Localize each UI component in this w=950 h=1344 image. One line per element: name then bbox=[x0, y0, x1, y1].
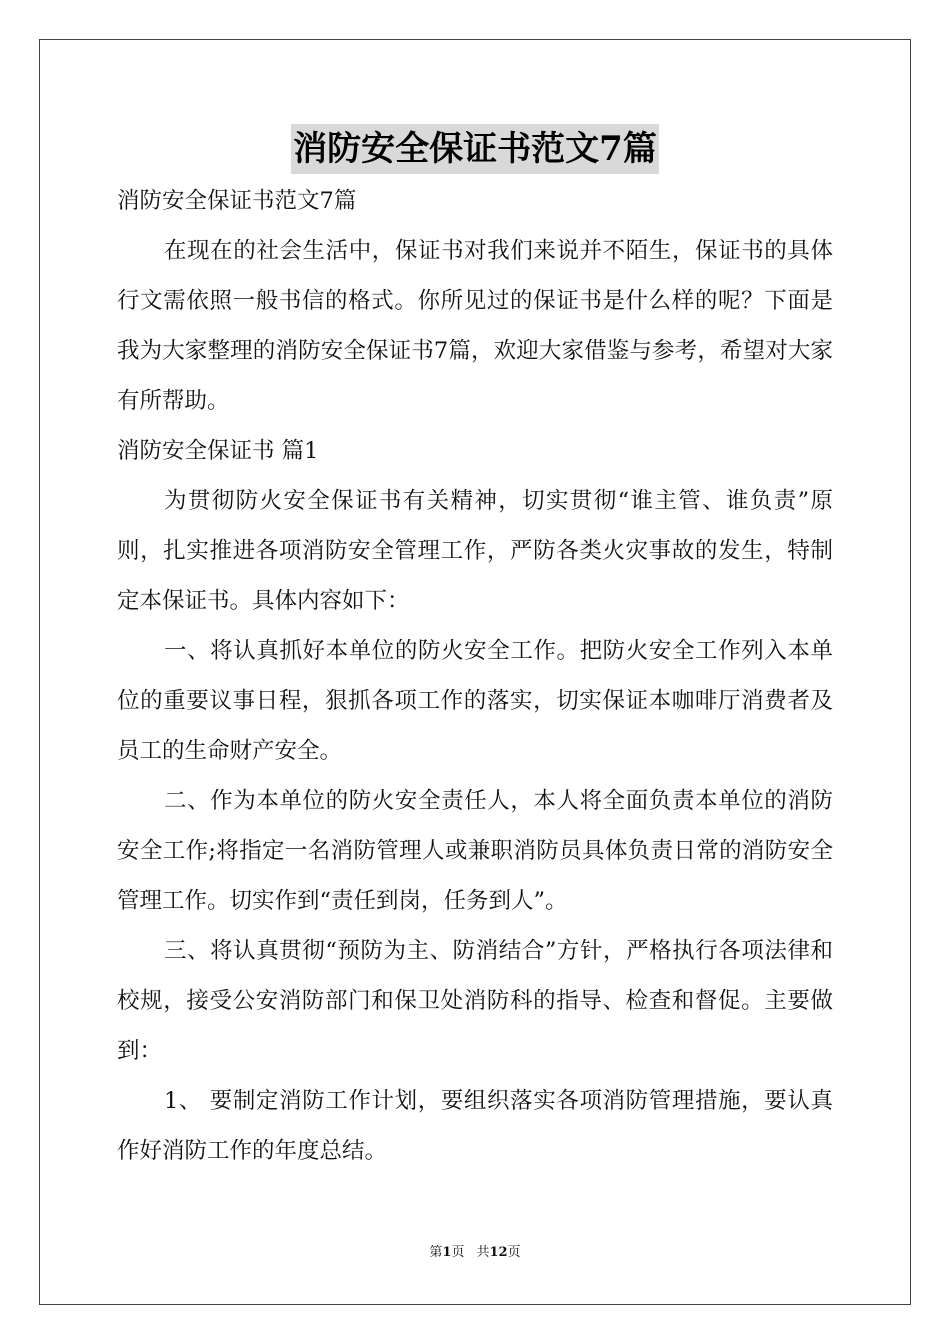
body-paragraph: 1、 要制定消防工作计划，要组织落实各项消防管理措施，要认真作好消防工作的年度总结。 bbox=[117, 1088, 833, 1164]
page-prefix: 第 bbox=[429, 1245, 443, 1260]
page-current: 1 bbox=[442, 1245, 452, 1260]
subtitle-line: 消防安全保证书范文7篇 bbox=[117, 188, 357, 214]
intro-paragraph: 在现在的社会生活中，保证书对我们来说并不陌生，保证书的具体行文需依照一般书信的格式。你所见过的保证书是什么样的呢？下面是我为大家整理的消防安全保证书7篇，欢迎大家借鉴与参考，希望对大家有所帮助。 bbox=[117, 238, 833, 414]
document-body bbox=[117, 176, 833, 1176]
title-container bbox=[0, 124, 950, 174]
page-suffix: 页 bbox=[451, 1245, 465, 1260]
body-paragraph: 三、将认真贯彻“预防为主、防消结合”方针，严格执行各项法律和校规，接受公安消防部门和保卫处消防科的指导、检查和督促。主要做到： bbox=[117, 938, 833, 1064]
body-paragraph: 为贯彻防火安全保证书有关精神，切实贯彻“谁主管、谁负责”原则，扎实推进各项消防安全管理工作，严防各类火灾事故的发生，特制定本保证书。具体内容如下： bbox=[117, 488, 833, 614]
total-suffix: 页 bbox=[507, 1245, 521, 1260]
total-pages: 12 bbox=[489, 1245, 508, 1260]
document-title: 消防安全保证书范文7篇 bbox=[291, 124, 659, 174]
page-footer bbox=[0, 1244, 950, 1262]
total-prefix: 共 bbox=[476, 1245, 490, 1260]
body-paragraph: 二、作为本单位的防火安全责任人，本人将全面负责本单位的消防安全工作;将指定一名消防管理人或兼职消防员具体负责日常的消防安全管理工作。切实作到“责任到岗，任务到人”。 bbox=[117, 788, 833, 914]
body-paragraph: 一、将认真抓好本单位的防火安全工作。把防火安全工作列入本单位的重要议事日程，狠抓各项工作的落实，切实保证本咖啡厅消费者及员工的生命财产安全。 bbox=[117, 638, 833, 764]
section-heading: 消防安全保证书 篇1 bbox=[117, 438, 319, 464]
